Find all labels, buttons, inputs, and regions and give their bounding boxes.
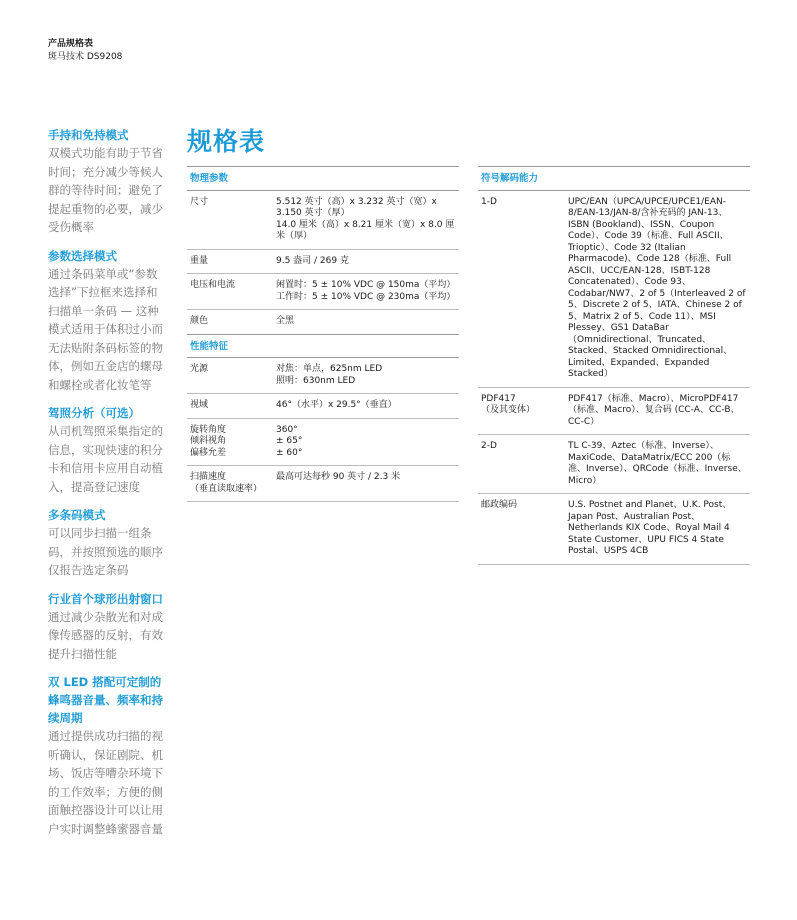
table-row	[478, 191, 750, 388]
section-heading-symbology: 符号解码能力	[478, 166, 750, 191]
row-value: TL C-39、Aztec（标准、Inverse）、MaxiCode、DataMatrix/ECC 200（标准、Inverse）、QRCode（标准、Inverse、Micro）	[568, 441, 747, 486]
row-value: 46°（水平）x 29.5°（垂直）	[276, 400, 397, 410]
row-value: UPC/EAN（UPCA/UPCE/UPCE1/EAN-8/EAN-13/JAN-8/含补充码的 JAN-13、ISBN (Bookland)、ISSN、Coupon Code）、Code 39（标准、Full ASCII、Trioptic）、Code 32 (Italian Pharmacode)、Code 128（标准、Full ASCII、UCC/EAN-128、ISBT-128 Concatenated）、Code 93、Codabar/NW7、2 of 5（Interleaved 2 of 5、Discrete 2 of 5、IATA、Chinese 2 of 5、Matrix 2 of 5、Code 11）、MSI Plessey、GS1 DataBar（Omnidirectional、Truncated、Stacked、Stacked Omnidirectional、Limited、Expanded、Expanded Stacked）	[568, 196, 746, 379]
page-title: 规格表	[187, 127, 266, 156]
section-heading-performance: 性能特征	[187, 334, 459, 359]
table-row	[478, 435, 750, 494]
sidebar-heading: 驾照分析（可选）	[48, 406, 140, 420]
table-row	[187, 191, 459, 250]
row-value: U.S. Postnet and Planet、U.K. Post、Japan Post、Australian Post、Netherlands KIX Code、Royal Mail 4 State Customer、UPU FICS 4 State Postal、USPS 4CB	[568, 500, 732, 556]
sidebar-heading: 行业首个球形出射窗口	[48, 591, 163, 606]
row-label: 重量	[190, 255, 209, 266]
header-subtitle: 斑马技术 DS9208	[48, 52, 123, 62]
sidebar	[48, 126, 168, 838]
row-label: 邮政编码	[481, 500, 518, 510]
table-row	[187, 466, 459, 502]
row-label: 扫描速度 （垂直读取速率）	[190, 472, 263, 494]
table-row	[478, 388, 750, 436]
table-row	[478, 494, 750, 565]
page-header	[48, 38, 122, 64]
sidebar-text: 可以同步扫描一组条码，并按照预选的顺序仅报告选定条码	[48, 526, 163, 577]
row-label: 2-D	[481, 441, 497, 451]
row-label: 旋转角度 倾斜视角 偏移允差	[190, 424, 227, 458]
sidebar-heading: 手持和免持模式	[48, 128, 129, 142]
sidebar-heading: 参数选择模式	[48, 248, 117, 263]
row-label: 1-D	[481, 196, 497, 207]
spec-table-right	[478, 166, 750, 565]
sidebar-text: 从司机驾照采集指定的信息，实现快速的积分卡和信用卡应用自动植入，提高登记速度	[48, 424, 163, 494]
row-label: 尺寸	[190, 196, 209, 207]
row-label: 颜色	[190, 316, 209, 326]
table-row	[187, 274, 459, 310]
section-heading-physical: 物理参数	[187, 166, 459, 191]
row-value: 闲置时：5 ± 10% VDC @ 150ma（平均） 工作时：5 ± 10% VDC @ 230ma（平均）	[276, 280, 456, 302]
row-value: 5.512 英寸（高）x 3.232 英寸（宽）x 3.150 英寸（厚） 14.0 厘米（高）x 8.21 厘米（宽）x 8.0 厘米（厚）	[276, 196, 455, 241]
table-row	[187, 310, 459, 334]
row-label: 电压和电流	[190, 280, 236, 290]
row-value: 对焦：单点，625nm LED 照明：630nm LED	[276, 364, 383, 386]
sidebar-heading: 双 LED 搭配可定制的蜂鸣器音量、频率和持续周期	[48, 675, 163, 725]
sidebar-text: 通过减少杂散光和对成像传感器的反射，有效提升扫描性能	[48, 609, 163, 661]
row-value: 9.5 盎司 / 269 克	[276, 255, 349, 266]
row-value: 最高可达每秒 90 英寸 / 2.3 米	[276, 472, 401, 482]
table-row	[187, 358, 459, 394]
table-row	[187, 250, 459, 275]
sidebar-text: 通过提供成功扫描的视听确认，保证剧院、机场、饭店等嘈杂环境下的工作效率；方便的侧面触控器设计可以让用户实时调整蜂蜜器音量	[48, 729, 163, 836]
row-label: PDF417 （及其变体）	[481, 393, 536, 415]
sidebar-heading: 多条码模式	[48, 508, 106, 522]
row-value: 全黑	[276, 316, 295, 326]
table-row	[187, 394, 459, 419]
row-label: 视域	[190, 400, 209, 410]
sidebar-text: 通过条码菜单或“参数选择”下拉框来选择和扫描单一条码 — 这种模式适用于体积过小而无法贴附条码标签的物体，例如五金店的螺母和螺栓或者化妆笔等	[48, 266, 163, 392]
sidebar-text: 双模式功能有助于节省时间；充分减少等候人群的等待时间；避免了提起重物的必要，减少受伤概率	[48, 146, 163, 234]
header-title: 产品规格表	[48, 39, 94, 49]
row-value: PDF417（标准、Macro）、MicroPDF417（标准、Macro）、复合码 (CC-A、CC-B、CC-C）	[568, 393, 740, 427]
row-value: 360° ± 65° ± 60°	[276, 424, 303, 458]
spec-table-left	[187, 166, 459, 502]
table-row	[187, 419, 459, 467]
row-label: 光源	[190, 364, 209, 374]
